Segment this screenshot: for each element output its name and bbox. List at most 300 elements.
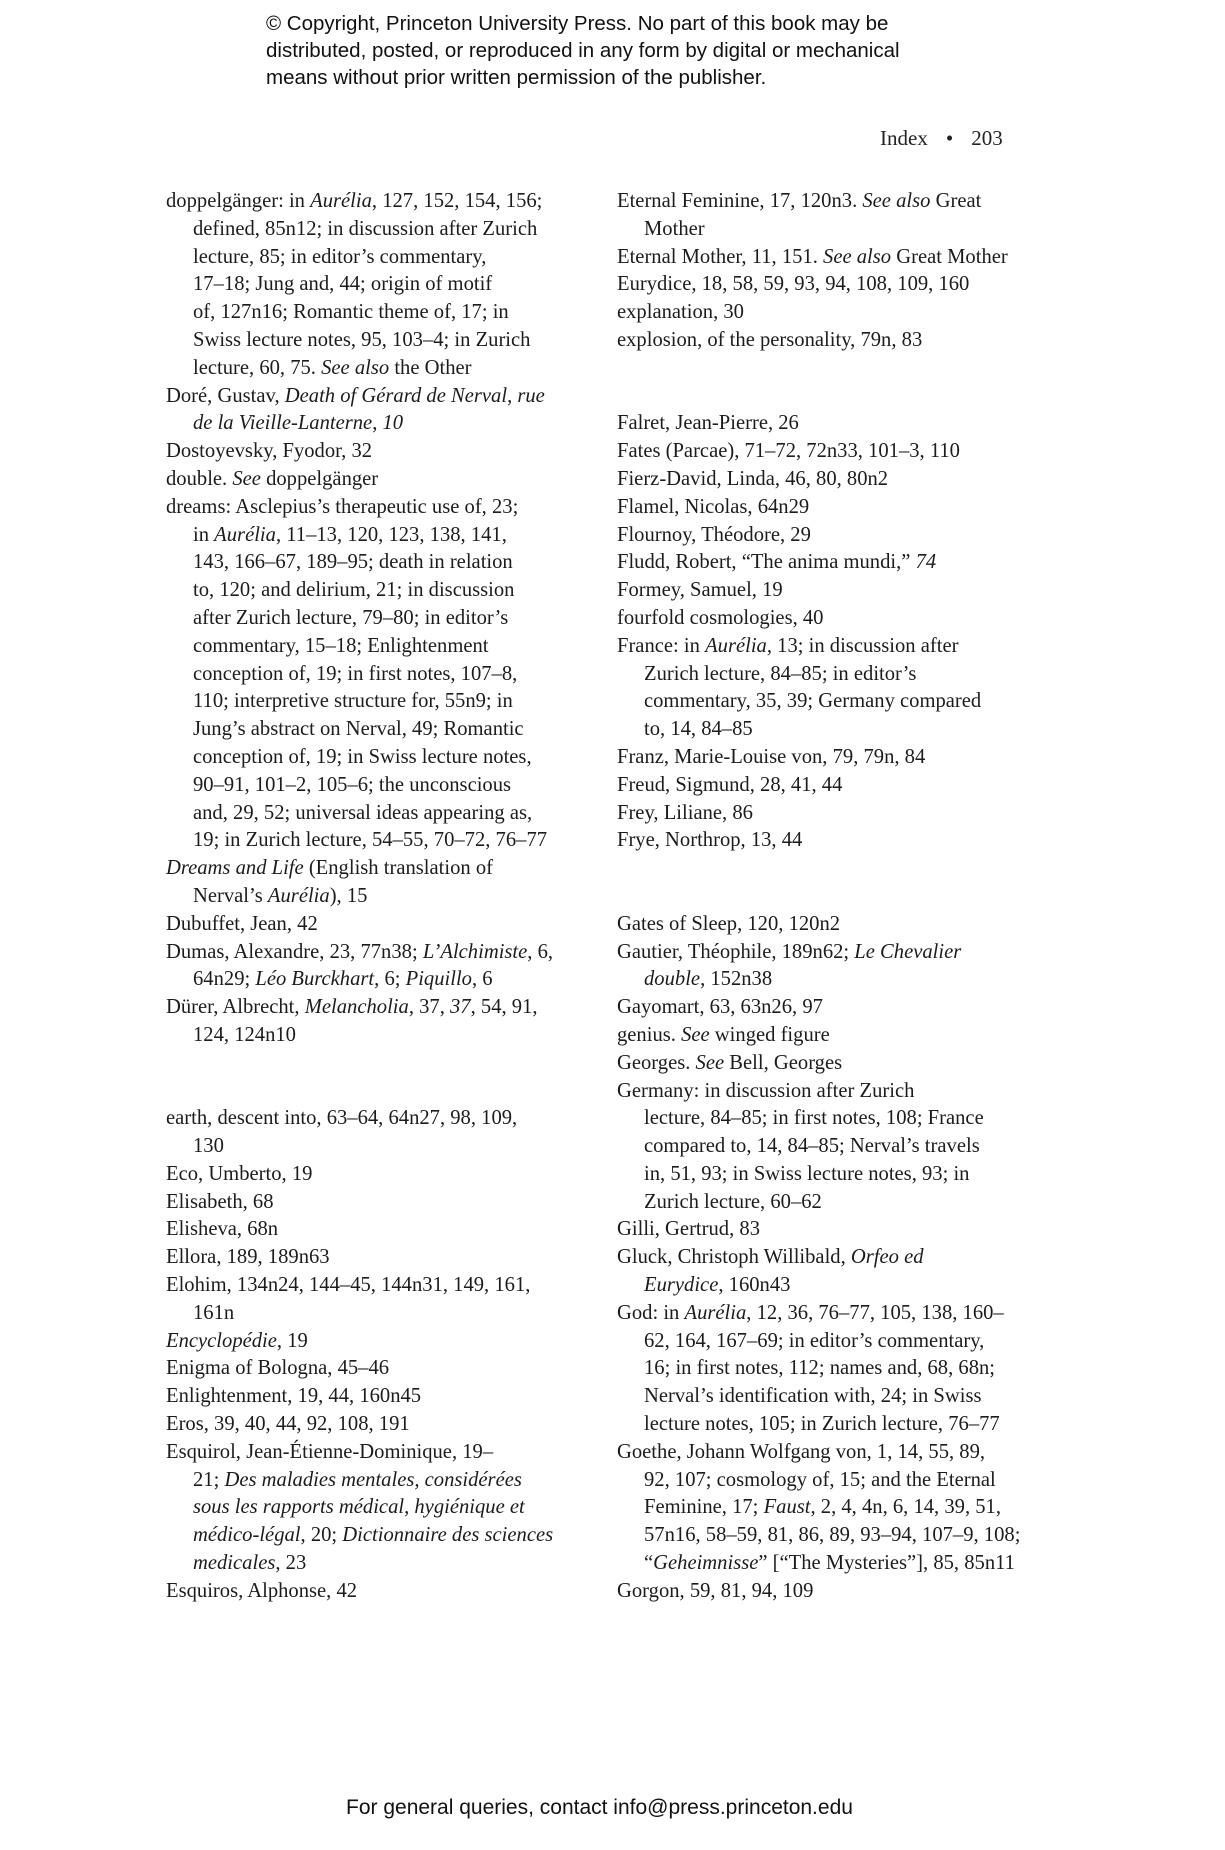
index-entry-line (617, 1022, 1047, 1050)
index-entry-line (193, 1022, 596, 1050)
italic-text: L’Alchimiste (422, 940, 528, 963)
index-entry (617, 827, 1047, 855)
index-entry-line (193, 1467, 596, 1495)
index-column-left (166, 188, 596, 1606)
index-entry-line (193, 661, 596, 689)
entry-text: Dürer, Albrecht, (166, 996, 305, 1019)
index-entry-line (617, 827, 1047, 855)
entry-text: , 19 (276, 1329, 308, 1352)
entry-text: Gautier, Théophile, 189n62; (617, 940, 855, 963)
italic-text: double (644, 968, 701, 991)
entry-text: 17–18; Jung and, 44; origin of motif (193, 273, 493, 296)
entry-text: , 160n43 (718, 1274, 791, 1297)
index-entry-line (644, 1133, 1047, 1161)
index-entry-line (617, 327, 1047, 355)
entry-text: Flournoy, Théodore, 29 (617, 523, 811, 546)
index-entry (166, 438, 596, 466)
index-entry (617, 744, 1047, 772)
entry-text: Doré, Gustav, (166, 384, 285, 407)
index-entry-line (166, 1272, 596, 1300)
index-entry-line (617, 577, 1047, 605)
entry-text: Frye, Northrop, 13, 44 (617, 829, 803, 852)
index-entry-line (193, 271, 596, 299)
index-entry-line (193, 883, 596, 911)
index-entry-line (617, 466, 1047, 494)
entry-text: Dubuffet, Jean, 42 (166, 912, 318, 935)
entry-text: after Zurich lecture, 79–80; in editor’s (193, 606, 509, 629)
index-entry (166, 994, 596, 1050)
index-entry-line (617, 188, 1047, 216)
index-entry-line (644, 716, 1047, 744)
index-entry-line (617, 994, 1047, 1022)
index-entry-line (166, 188, 596, 216)
entry-text: Gates of Sleep, 120, 120n2 (617, 912, 841, 935)
entry-text: , 12, 36, 76–77, 105, 138, 160– (746, 1301, 1004, 1324)
index-entry-line (193, 1133, 596, 1161)
index-entry (617, 299, 1047, 327)
index-entry-line (617, 605, 1047, 633)
index-entry-line (617, 1078, 1047, 1106)
entry-text: Zurich lecture, 84–85; in editor’s (644, 662, 917, 685)
entry-text: Formey, Samuel, 19 (617, 579, 783, 602)
index-entry (617, 1300, 1047, 1439)
entry-text: the Other (389, 356, 472, 379)
entry-text: , 23 (275, 1552, 307, 1575)
entry-text: (English translation of (303, 857, 493, 880)
index-entry-line (617, 939, 1047, 967)
entry-text: Jung’s abstract on Nerval, 49; Romantic (193, 718, 524, 741)
entry-text: Fierz-David, Linda, 46, 80, 80n2 (617, 467, 889, 490)
index-entry-line (166, 1328, 596, 1356)
index-entry-line (193, 1550, 596, 1578)
index-entry (166, 466, 596, 494)
entry-text: in (193, 523, 215, 546)
index-entry-line (166, 1439, 596, 1467)
entry-text: doppelgänger: in (166, 190, 311, 212)
index-entry (166, 1272, 596, 1328)
index-entry-line (166, 1189, 596, 1217)
entry-text: Goethe, Johann Wolfgang von, 1, 14, 55, 89, (617, 1440, 986, 1463)
index-entry (617, 772, 1047, 800)
entry-text: commentary, 15–18; Enlightenment (193, 634, 489, 657)
running-header (880, 126, 1003, 151)
entry-text: 62, 164, 167–69; in editor’s commentary, (644, 1329, 985, 1352)
index-entry-line (644, 216, 1047, 244)
index-entry-line (166, 1355, 596, 1383)
index-entry (166, 1439, 596, 1578)
entry-text: , 11–13, 120, 123, 138, 141, (275, 523, 507, 546)
entry-text: , 37, (408, 996, 450, 1019)
header-bullet: • (945, 126, 954, 150)
entry-text: , 13; in discussion after (766, 634, 959, 657)
index-entry-line (166, 1216, 596, 1244)
italic-text: See (681, 1023, 710, 1046)
index-entry-line (193, 1494, 596, 1522)
index-entry-line (193, 1300, 596, 1328)
italic-text: Eurydice (644, 1274, 719, 1297)
index-entry-line (166, 994, 596, 1022)
entry-text: , 152n38 (700, 968, 773, 991)
index-entry-line (617, 1216, 1047, 1244)
copyright-line: © Copyright, Princeton University Press. No part of this book may be (266, 12, 889, 35)
italic-text: Aurélia (684, 1301, 747, 1324)
index-entry (617, 188, 1047, 244)
index-entry-line (617, 633, 1047, 661)
italic-text: Le Chevalier (854, 940, 962, 963)
index-entry (617, 1244, 1047, 1300)
entry-text: 161n (193, 1301, 235, 1324)
index-entry-line (193, 800, 596, 828)
entry-text: double. (166, 467, 233, 490)
footer-contact: For general queries, contact info@press.princeton.edu (346, 1796, 853, 1819)
letter-section-gap (617, 355, 1047, 411)
index-entry-line (193, 688, 596, 716)
index-entry-line (617, 911, 1047, 939)
section-title: Index (880, 126, 928, 150)
index-entry (617, 327, 1047, 355)
italic-text: 10 (382, 412, 404, 435)
entry-text: “ (644, 1552, 654, 1575)
index-entry (166, 1216, 596, 1244)
italic-text: Geheimnisse (653, 1552, 759, 1575)
entry-text: , (372, 412, 383, 435)
entry-text: 21; (193, 1468, 225, 1491)
index-entry (617, 800, 1047, 828)
italic-text: Des maladies mentales, considérées (224, 1468, 522, 1491)
entry-text: fourfold cosmologies, 40 (617, 606, 824, 629)
index-entry-line (644, 1411, 1047, 1439)
entry-text: Elisheva, 68n (166, 1218, 279, 1241)
entry-text: explanation, 30 (617, 301, 744, 324)
entry-text: doppelgänger (260, 467, 379, 490)
entry-text: explosion, of the personality, 79n, 83 (617, 328, 923, 351)
index-entry-line (644, 1161, 1047, 1189)
entry-text: conception of, 19; in Swiss lecture notes, (193, 745, 532, 768)
entry-text: Ellora, 189, 189n63 (166, 1246, 330, 1269)
entry-text: God: in (617, 1301, 685, 1324)
index-entry-line (193, 549, 596, 577)
index-entry (617, 605, 1047, 633)
index-entry-line (166, 1383, 596, 1411)
index-entry-line (617, 410, 1047, 438)
index-entry-line (166, 855, 596, 883)
entry-text: Falret, Jean-Pierre, 26 (617, 412, 799, 435)
index-entry-line (644, 1522, 1047, 1550)
entry-text: Nerval’s (193, 884, 268, 907)
index-entry (166, 1161, 596, 1189)
entry-text: in, 51, 93; in Swiss lecture notes, 93; in (644, 1162, 970, 1185)
entry-text: genius. (617, 1023, 682, 1046)
entry-text: compared to, 14, 84–85; Nerval’s travels (644, 1135, 980, 1158)
italic-text: Orfeo ed (850, 1246, 924, 1269)
entry-text: 130 (193, 1135, 224, 1158)
entry-text: Gilli, Gertrud, 83 (617, 1218, 760, 1241)
entry-text: earth, descent into, 63–64, 64n27, 98, 109, (166, 1107, 518, 1130)
italic-text: médico-légal (193, 1524, 301, 1547)
entry-text: Eternal Mother, 11, 151. (617, 245, 824, 268)
index-entry (617, 549, 1047, 577)
index-entry-line (166, 494, 596, 522)
page-number: 203 (971, 126, 1003, 150)
entry-text: Eros, 39, 40, 44, 92, 108, 191 (166, 1413, 410, 1436)
entry-text: Elohim, 134n24, 144–45, 144n31, 149, 161, (166, 1274, 531, 1297)
entry-text: Eurydice, 18, 58, 59, 93, 94, 108, 109, 160 (617, 273, 970, 296)
index-entry (166, 1383, 596, 1411)
index-column-right (617, 188, 1047, 1606)
entry-text: Frey, Liliane, 86 (617, 801, 753, 824)
index-entry-line (166, 466, 596, 494)
italic-text: See also (321, 356, 390, 379)
entry-text: Fates (Parcae), 71–72, 72n33, 101–3, 110 (617, 440, 960, 463)
index-entry-line (617, 271, 1047, 299)
index-entry (166, 1578, 596, 1606)
index-entry-line (617, 1578, 1047, 1606)
index-entry-line (617, 244, 1047, 272)
entry-text: Dostoyevsky, Fyodor, 32 (166, 440, 373, 463)
index-entry-line (193, 522, 596, 550)
entry-text: Dumas, Alexandre, 23, 77n38; (166, 940, 423, 963)
index-entry (166, 1189, 596, 1217)
entry-text: , 6; (374, 968, 406, 991)
entry-text: to, 14, 84–85 (644, 718, 753, 741)
index-entry (166, 911, 596, 939)
entry-text: France: in (617, 634, 706, 657)
entry-text: 110; interpretive structure for, 55n9; in (193, 690, 513, 713)
index-entry-line (644, 661, 1047, 689)
index-entry (617, 577, 1047, 605)
index-entry-line (644, 1272, 1047, 1300)
index-entry-line (644, 1189, 1047, 1217)
entry-text: to, 120; and delirium, 21; in discussion (193, 579, 515, 602)
italic-text: Aurélia (267, 884, 330, 907)
index-entry-line (193, 744, 596, 772)
entry-text: lecture, 84–85; in first notes, 108; France (644, 1107, 984, 1130)
entry-text: of, 127n16; Romantic theme of, 17; in (193, 301, 509, 324)
index-entry-line (166, 1578, 596, 1606)
index-entry-line (193, 299, 596, 327)
index-entry-line (617, 772, 1047, 800)
italic-text: Aurélia (214, 523, 276, 546)
entry-text: Franz, Marie-Louise von, 79, 79n, 84 (617, 745, 926, 768)
entry-text: defined, 85n12; in discussion after Zurich (193, 217, 538, 240)
italic-text: Death of Gérard de Nerval (284, 384, 508, 407)
entry-text: Great (930, 190, 982, 212)
entry-text: Feminine, 17; (644, 1496, 764, 1519)
index-entry-line (644, 1328, 1047, 1356)
index-entry-line (617, 522, 1047, 550)
italic-text: Piquillo (405, 968, 472, 991)
italic-text: See (695, 1051, 725, 1074)
index-entry-line (617, 744, 1047, 772)
entry-text: Enigma of Bologna, 45–46 (166, 1357, 390, 1380)
entry-text: , 6, (527, 940, 554, 963)
index-entry-line (617, 800, 1047, 828)
entry-text: ” [“The Mysteries”], 85, 85n11 (758, 1552, 1015, 1575)
entry-text: Georges. (617, 1051, 696, 1074)
index-entry-line (644, 1105, 1047, 1133)
index-entry-line (193, 410, 596, 438)
index-entry (617, 1022, 1047, 1050)
index-entry (617, 1578, 1047, 1606)
entry-text: 90–91, 101–2, 105–6; the unconscious (193, 773, 512, 796)
entry-text: Flamel, Nicolas, 64n29 (617, 495, 810, 518)
index-entry-line (617, 299, 1047, 327)
index-entry-line (644, 1494, 1047, 1522)
index-entry (166, 1244, 596, 1272)
index-entry-line (166, 1161, 596, 1189)
entry-text: 143, 166–67, 189–95; death in relation (193, 551, 513, 574)
entry-text: lecture, 60, 75. (193, 356, 322, 379)
italic-text: See also (823, 245, 892, 268)
index-entry (617, 994, 1047, 1022)
italic-text: 74 (915, 551, 937, 574)
entry-text: 57n16, 58–59, 81, 86, 89, 93–94, 107–9, 108; (644, 1524, 1021, 1547)
entry-text: ), 15 (329, 884, 368, 907)
index-entry-line (193, 772, 596, 800)
entry-text: dreams: Asclepius’s therapeutic use of, 23; (166, 495, 519, 518)
index-entry (617, 1439, 1047, 1578)
index-entry-line (193, 244, 596, 272)
entry-text: , (507, 384, 518, 407)
entry-text: 16; in first notes, 112; names and, 68, 68n; (644, 1357, 996, 1380)
entry-text: Gluck, Christoph Willibald, (617, 1246, 851, 1269)
entry-text: Nerval’s identification with, 24; in Swiss (644, 1385, 982, 1408)
index-entry-line (166, 1244, 596, 1272)
italic-text: Encyclopédie (166, 1329, 277, 1352)
index-entry (617, 438, 1047, 466)
letter-section-gap (166, 1050, 596, 1106)
index-entry-line (193, 1522, 596, 1550)
index-entry (617, 1078, 1047, 1217)
index-entry-line (166, 438, 596, 466)
index-entry (166, 1355, 596, 1383)
entry-text: Gayomart, 63, 63n26, 97 (617, 996, 823, 1019)
index-entry (166, 383, 596, 439)
copyright-line: distributed, posted, or reproduced in any form by digital or mechanical (266, 39, 900, 62)
italic-text: Faust (763, 1496, 811, 1519)
index-entry-line (644, 1383, 1047, 1411)
entry-text: lecture, 85; in editor’s commentary, (193, 245, 487, 268)
italic-text: Melancholia (304, 996, 409, 1019)
index-entry-line (193, 827, 596, 855)
index-entry (166, 494, 596, 855)
index-entry-line (193, 577, 596, 605)
index-entry (617, 1216, 1047, 1244)
index-entry (617, 410, 1047, 438)
index-entry-line (617, 1244, 1047, 1272)
entry-text: winged figure (709, 1023, 830, 1046)
index-entry-line (617, 438, 1047, 466)
entry-text: , 2, 4, 4n, 6, 14, 39, 51, (810, 1496, 1001, 1519)
index-entry (617, 522, 1047, 550)
index-entry (617, 271, 1047, 299)
index-entry-line (166, 939, 596, 967)
entry-text: Mother (644, 217, 705, 240)
index-entry (166, 188, 596, 383)
index-entry-line (193, 966, 596, 994)
index-entry-line (644, 1355, 1047, 1383)
index-entry (617, 1050, 1047, 1078)
entry-text: Enlightenment, 19, 44, 160n45 (166, 1385, 422, 1408)
entry-text: commentary, 35, 39; Germany compared (644, 690, 982, 713)
index-entry (166, 1411, 596, 1439)
entry-text: Esquirol, Jean-Étienne-Dominique, 19– (166, 1440, 494, 1463)
entry-text: 124, 124n10 (193, 1023, 296, 1046)
entry-text: , 6 (471, 968, 493, 991)
index-entry-line (193, 605, 596, 633)
letter-section-gap (617, 855, 1047, 911)
italic-text: Aurélia (310, 190, 372, 212)
index-entry (166, 855, 596, 911)
index-entry (617, 466, 1047, 494)
italic-text: de la Vieille-Lanterne (193, 412, 373, 435)
entry-text: , 127, 152, 154, 156; (371, 190, 543, 212)
index-entry (617, 494, 1047, 522)
entry-text: and, 29, 52; universal ideas appearing as, (193, 801, 533, 824)
entry-text: Freud, Sigmund, 28, 41, 44 (617, 773, 843, 796)
italic-text: Léo Burckhart (255, 968, 375, 991)
entry-text: Germany: in discussion after Zurich (617, 1079, 915, 1102)
entry-text: Eco, Umberto, 19 (166, 1162, 313, 1185)
entry-text: 64n29; (193, 968, 256, 991)
index-entry (617, 633, 1047, 744)
italic-text: sous les rapports médical, hygiénique et (193, 1496, 525, 1519)
italic-text: medicales (193, 1552, 276, 1575)
index-entry-line (166, 383, 596, 411)
index-entry-line (644, 966, 1047, 994)
entry-text: conception of, 19; in first notes, 107–8, (193, 662, 518, 685)
index-entry-line (166, 1105, 596, 1133)
index-entry (166, 939, 596, 995)
italic-text: See also (862, 190, 931, 212)
italic-text: See (232, 467, 261, 490)
italic-text: 37 (450, 996, 471, 1019)
index-entry-line (193, 216, 596, 244)
entry-text: Eternal Feminine, 17, 120n3. (617, 190, 863, 212)
index-entry-line (644, 1550, 1047, 1578)
entry-text: Bell, Georges (724, 1051, 843, 1074)
index-entry-line (617, 549, 1047, 577)
index-entry-line (644, 1467, 1047, 1495)
index-entry-line (166, 911, 596, 939)
index-entry-line (617, 1300, 1047, 1328)
entry-text: Esquiros, Alphonse, 42 (166, 1579, 358, 1602)
entry-text: Zurich lecture, 60–62 (644, 1190, 822, 1213)
entry-text: lecture notes, 105; in Zurich lecture, 76–77 (644, 1413, 1000, 1436)
index-entry (617, 939, 1047, 995)
italic-text: Dictionnaire des sciences (342, 1524, 554, 1547)
index-entry-line (193, 633, 596, 661)
italic-text: rue (517, 384, 545, 407)
entry-text: Fludd, Robert, “The anima mundi,” (617, 551, 916, 574)
entry-text: Swiss lecture notes, 95, 103–4; in Zurich (193, 328, 531, 351)
index-entry (166, 1328, 596, 1356)
entry-text: , 54, 91, (470, 996, 538, 1019)
copyright-line: means without prior written permission of the publisher. (266, 66, 767, 89)
index-entry-line (193, 327, 596, 355)
index-entry-line (166, 1411, 596, 1439)
index-entry-line (193, 355, 596, 383)
entry-text: Elisabeth, 68 (166, 1190, 274, 1213)
index-entry-line (644, 688, 1047, 716)
entry-text: Great Mother (891, 245, 1008, 268)
copyright-notice (266, 10, 1026, 91)
entry-text: Gorgon, 59, 81, 94, 109 (617, 1579, 814, 1602)
index-entry (617, 911, 1047, 939)
italic-text: Aurélia (705, 634, 767, 657)
index-entry-line (617, 1050, 1047, 1078)
index-entry-line (617, 494, 1047, 522)
